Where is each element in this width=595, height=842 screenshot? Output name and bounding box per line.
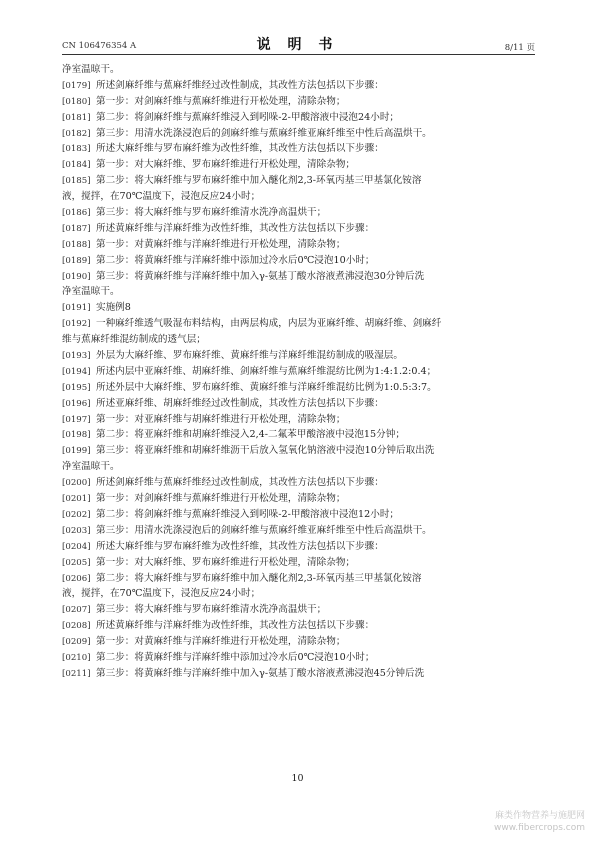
paragraph-line: [62, 269, 537, 285]
document-number: CN 106476354 A: [62, 41, 137, 51]
paragraph-number: [0192]: [62, 319, 91, 330]
paragraph-text: 维与蕉麻纤维混纺制成的透气层；: [62, 334, 206, 346]
paragraph-number: [0179]: [62, 80, 91, 91]
paragraph-text: 第二步：将亚麻纤维和胡麻纤维浸入2,4-二氟苯甲酸溶液中浸泡15分钟；: [96, 429, 405, 441]
paragraph-text: 液，搅拌，在70℃温度下，浸泡反应24小时；: [62, 588, 261, 600]
paragraph-number: [0194]: [62, 366, 91, 377]
paragraph-text: 第三步：将大麻纤维与罗布麻纤维清水洗净高温烘干；: [96, 604, 327, 616]
paragraph-text: 第二步：将大麻纤维与罗布麻纤维中加入醚化剂2,3-环氧丙基三甲基氯化铵溶: [96, 175, 422, 187]
paragraph-text: 第一步：对大麻纤维、罗布麻纤维进行开松处理，清除杂物；: [96, 556, 356, 568]
paragraph-text: 所述剑麻纤维与蕉麻纤维经过改性制成，其改性方法包括以下步骤：: [96, 477, 384, 489]
paragraph-text: 第二步：将大麻纤维与罗布麻纤维中加入醚化剂2,3-环氧丙基三甲基氯化铵溶: [96, 572, 422, 584]
paragraph-text: 第二步：将黄麻纤维与洋麻纤维中添加过冷水后0℃浸泡10小时；: [96, 651, 375, 663]
paragraph-text: 所述大麻纤维与罗布麻纤维为改性纤维，其改性方法包括以下步骤：: [96, 540, 384, 552]
paragraph-number: [0182]: [62, 128, 91, 139]
paragraph-number: [0185]: [62, 176, 91, 187]
paragraph-line: [62, 253, 537, 269]
paragraph-line: [62, 666, 537, 682]
paragraph-text: 第一步：对黄麻纤维与洋麻纤维进行开松处理，清除杂物；: [96, 238, 346, 250]
paragraph-line: [62, 141, 537, 157]
paragraph-text: 实施例8: [96, 302, 131, 314]
paragraph-number: [0210]: [62, 652, 91, 663]
paragraph-line: [62, 475, 537, 491]
paragraph-text: 液，搅拌，在70℃温度下，浸泡反应24小时；: [62, 191, 261, 203]
paragraph-number: [0199]: [62, 446, 91, 457]
paragraph-line: [62, 94, 537, 110]
paragraph-text: 第一步：对黄麻纤维与洋麻纤维进行开松处理，清除杂物；: [96, 636, 346, 648]
paragraph-number: [0211]: [62, 668, 91, 679]
paragraph-line: [62, 571, 537, 587]
paragraph-text: 第三步：将黄麻纤维与洋麻纤维中加入γ-氨基丁酸水溶液煮沸浸泡45分钟后洗: [96, 667, 425, 679]
paragraph-text: 净室温晾干。: [62, 461, 120, 473]
paragraph-line: [62, 157, 537, 173]
paragraph-line: [62, 650, 537, 666]
paragraph-number: [0197]: [62, 414, 91, 425]
paragraph-number: [0187]: [62, 223, 91, 234]
paragraph-line: [62, 380, 537, 396]
paragraph-line: [62, 602, 537, 618]
paragraph-text: 第一步：对大麻纤维、罗布麻纤维进行开松处理，清除杂物；: [96, 159, 356, 171]
paragraph-text: 所述大麻纤维与罗布麻纤维为改性纤维，其改性方法包括以下步骤：: [96, 143, 384, 155]
watermark-name: 麻类作物营养与施肥网: [494, 811, 585, 821]
watermark: [494, 810, 585, 834]
document-body: [62, 62, 537, 682]
paragraph-line: [62, 62, 537, 78]
paragraph-number: [0186]: [62, 208, 91, 219]
paragraph-text: 所述内层中亚麻纤维、胡麻纤维、剑麻纤维与蕉麻纤维混纺比例为1:4:1.2:0.4；: [96, 365, 437, 377]
paragraph-number: [0206]: [62, 573, 91, 584]
paragraph-line: [62, 523, 537, 539]
paragraph-line: [62, 173, 537, 189]
paragraph-number: [0196]: [62, 398, 91, 409]
paragraph-text: 一种麻纤维透气吸湿布料结构，由两层构成，内层为亚麻纤维、胡麻纤维、剑麻纤: [96, 318, 442, 330]
paragraph-text: 所述剑麻纤维与蕉麻纤维经过改性制成，其改性方法包括以下步骤：: [96, 79, 384, 91]
paragraph-number: [0193]: [62, 351, 91, 362]
paragraph-line: [62, 634, 537, 650]
paragraph-text: 净室温晾干。: [62, 286, 120, 298]
paragraph-line: [62, 507, 537, 523]
paragraph-text: 所述外层中大麻纤维、罗布麻纤维、黄麻纤维与洋麻纤维混纺比例为1:0.5:3:7。: [96, 381, 437, 393]
paragraph-line: [62, 126, 537, 142]
paragraph-line: [62, 412, 537, 428]
paragraph-text: 所述黄麻纤维与洋麻纤维为改性纤维，其改性方法包括以下步骤：: [96, 222, 375, 234]
paragraph-number: [0191]: [62, 303, 91, 314]
paragraph-number: [0188]: [62, 239, 91, 250]
paragraph-line: [62, 300, 537, 316]
paragraph-line: [62, 396, 537, 412]
paragraph-text: 第二步：将黄麻纤维与洋麻纤维中添加过冷水后0℃浸泡10小时；: [96, 254, 375, 266]
paragraph-text: 第二步：将剑麻纤维与蕉麻纤维浸入到吲哚-2-甲酸溶液中浸泡12小时；: [96, 508, 400, 520]
paragraph-line: [62, 78, 537, 94]
paragraph-text: 第三步：用清水洗涤浸泡后的剑麻纤维与蕉麻纤维亚麻纤维至中性后高温烘干。: [96, 127, 432, 139]
page-title: 说 明 书: [256, 37, 339, 53]
watermark-url: www.fibercrops.com: [494, 823, 585, 833]
paragraph-text: 第一步：对剑麻纤维与蕉麻纤维进行开松处理，清除杂物；: [96, 493, 346, 505]
paragraph-text: 所述亚麻纤维、胡麻纤维经过改性制成，其改性方法包括以下步骤：: [96, 397, 384, 409]
paragraph-line: [62, 586, 537, 602]
paragraph-text: 第三步：将大麻纤维与罗布麻纤维清水洗净高温烘干；: [96, 207, 327, 219]
paragraph-line: [62, 221, 537, 237]
paragraph-number: [0205]: [62, 557, 91, 568]
paragraph-number: [0189]: [62, 255, 91, 266]
paragraph-number: [0181]: [62, 112, 91, 123]
paragraph-line: [62, 284, 537, 300]
paragraph-number: [0190]: [62, 271, 91, 282]
paragraph-number: [0201]: [62, 494, 91, 505]
paragraph-text: 所述黄麻纤维与洋麻纤维为改性纤维，其改性方法包括以下步骤：: [96, 620, 375, 632]
paragraph-number: [0184]: [62, 160, 91, 171]
paragraph-number: [0207]: [62, 605, 91, 616]
paragraph-number: [0200]: [62, 478, 91, 489]
paragraph-number: [0202]: [62, 509, 91, 520]
paragraph-text: 外层为大麻纤维、罗布麻纤维、黄麻纤维与洋麻纤维混纺制成的吸湿层。: [96, 350, 403, 362]
page-indicator: 8/11 页: [504, 43, 535, 53]
paragraph-line: [62, 364, 537, 380]
paragraph-number: [0203]: [62, 525, 91, 536]
paragraph-line: [62, 316, 537, 332]
paragraph-line: [62, 555, 537, 571]
paragraph-number: [0204]: [62, 541, 91, 552]
paragraph-number: [0180]: [62, 96, 91, 107]
paragraph-line: [62, 332, 537, 348]
header-divider: [62, 54, 535, 55]
paragraph-number: [0183]: [62, 144, 91, 155]
paragraph-text: 第三步：将亚麻纤维和胡麻纤维沥干后放入氢氧化钠溶液中浸泡10分钟后取出洗: [96, 445, 435, 457]
paragraph-text: 第二步：将剑麻纤维与蕉麻纤维浸入到吲哚-2-甲酸溶液中浸泡24小时；: [96, 111, 400, 123]
paragraph-text: 第三步：将黄麻纤维与洋麻纤维中加入γ-氨基丁酸水溶液煮沸浸泡30分钟后洗: [96, 270, 425, 282]
paragraph-line: [62, 491, 537, 507]
paragraph-number: [0208]: [62, 621, 91, 632]
paragraph-line: [62, 205, 537, 221]
paragraph-line: [62, 539, 537, 555]
paragraph-line: [62, 459, 537, 475]
paragraph-number: [0195]: [62, 382, 91, 393]
paragraph-line: [62, 348, 537, 364]
paragraph-text: 第三步：用清水洗涤浸泡后的剑麻纤维与蕉麻纤维亚麻纤维至中性后高温烘干。: [96, 524, 432, 536]
paragraph-text: 净室温晾干。: [62, 64, 120, 75]
page-number: 10: [291, 773, 304, 784]
paragraph-number: [0209]: [62, 637, 91, 648]
paragraph-line: [62, 189, 537, 205]
paragraph-line: [62, 237, 537, 253]
paragraph-line: [62, 618, 537, 634]
paragraph-text: 第一步：对剑麻纤维与蕉麻纤维进行开松处理，清除杂物；: [96, 95, 346, 107]
paragraph-number: [0198]: [62, 430, 91, 441]
paragraph-line: [62, 443, 537, 459]
paragraph-text: 第一步：对亚麻纤维与胡麻纤维进行开松处理，清除杂物；: [96, 413, 346, 425]
paragraph-line: [62, 427, 537, 443]
paragraph-line: [62, 110, 537, 126]
